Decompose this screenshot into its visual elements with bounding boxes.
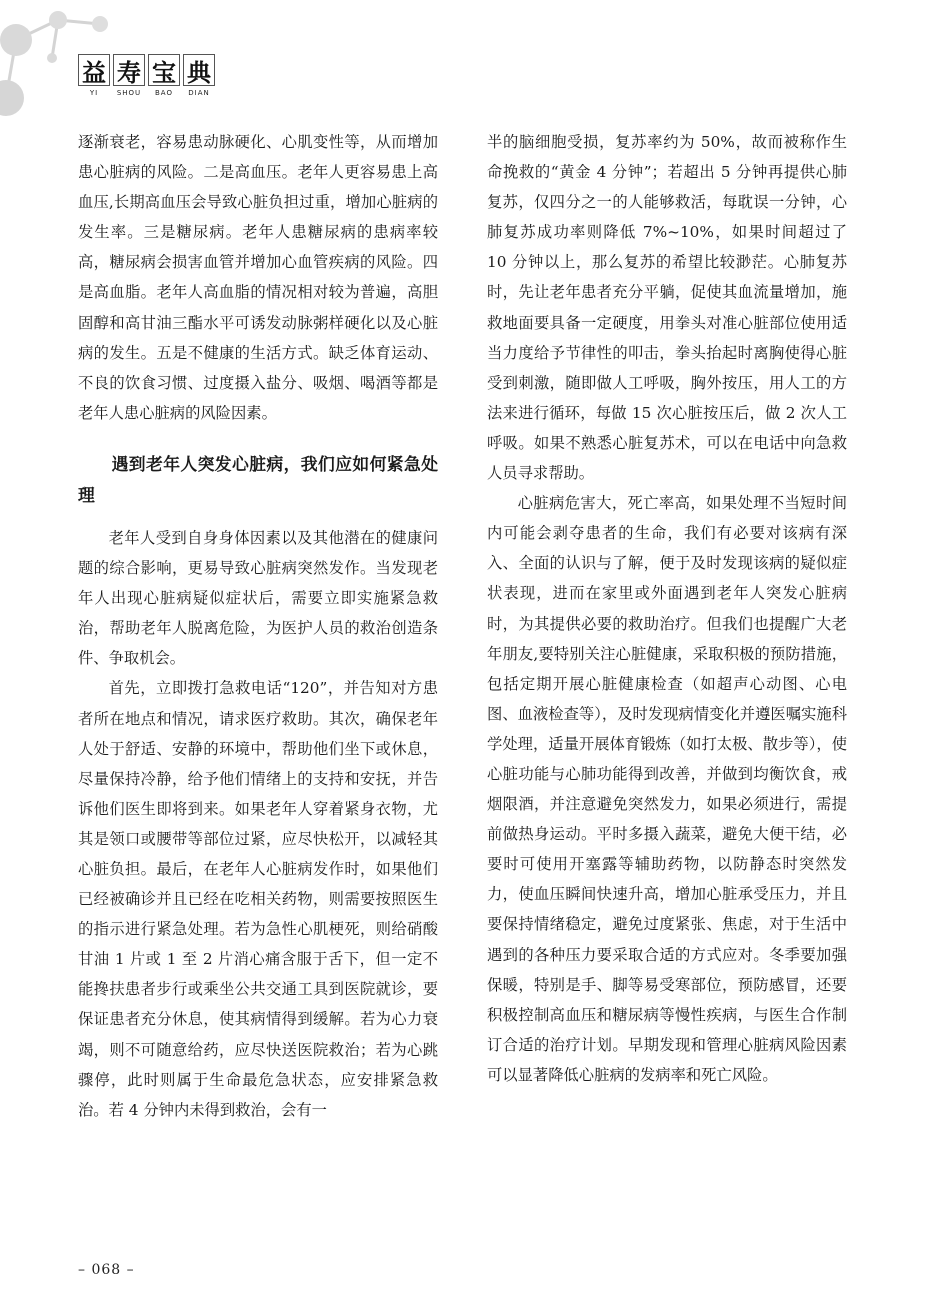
- masthead-char: 益: [78, 54, 110, 86]
- pinyin-syllable: BAO: [155, 89, 173, 97]
- left-column: [78, 127, 438, 1125]
- masthead: [78, 54, 215, 97]
- right-column: [487, 127, 847, 1090]
- continuation-paragraph: 半的脑细胞受损，复苏率约为 50%，故而被称作生命挽救的“黄金 4 分钟”；若超出 5 分钟再提供心肺复苏，仅四分之一的人能够救活，每耽误一分钟，心肺复苏成功率则降低 7%~10%，如果时间超过了 10 分钟以上，那么复苏的希望比较渺茫。心肺复苏时，先让老年患者充分平躺，促使其血流量增加，施救地面要具备一定硬度，用拳头对准心脏部位使用适当力度给予节律性的叩击，拳头抬起时离胸使得心脏受到刺激，随即做人工呼吸，胸外按压，用人工的方法来进行循环，每做 15 次心脏按压后，做 2 次人工呼吸。如果不熟悉心脏复苏术，可以在电话中向急救人员寻求帮助。: [487, 133, 847, 483]
- masthead-char: 寿: [113, 54, 145, 86]
- section-heading: 遇到老年人突发心脏病，我们应如何紧急处理: [78, 453, 438, 505]
- masthead-char: 典: [183, 54, 215, 86]
- body-paragraph: 心脏病危害大，死亡率高，如果处理不当短时间内可能会剥夺患者的生命，我们有必要对该病有深入、全面的认识与了解，便于及时发现该病的疑似症状表现，进而在家里或外面遇到老年人突发心脏病时，为其提供必要的救助治疗。但我们也提醒广大老年朋友,要特别关注心脏健康，采取积极的预防措施，包括定期开展心脏健康检查（如超声心动图、心电图、血液检查等），及时发现病情变化并遵医嘱实施科学处理，适量开展体育锻炼（如打太极、散步等），使心脏功能与心肺功能得到改善，并做到均衡饮食，戒烟限酒，并注意避免突然发力，如果必须进行，需提前做热身运动。平时多摄入蔬菜，避免大便干结，必要时可使用开塞露等辅助药物，以防静态时突然发力，使血压瞬间快速升高，增加心脏承受压力，并且要保持情绪稳定，避免过度紧张、焦虑，对于生活中遇到的各种压力要采取合适的方式应对。冬季要加强保暖，特别是手、脚等易受寒部位，预防感冒，还要积极控制高血压和糖尿病等慢性疾病，与医生合作制订合适的治疗计划。早期发现和管理心脏病风险因素可以显著降低心脏病的发病率和死亡风险。: [487, 494, 847, 1084]
- pinyin-syllable: SHOU: [116, 89, 142, 97]
- body-paragraph: 首先，立即拨打急救电话“120”，并告知对方患者所在地点和情况，请求医疗救助。其次，确保老年人处于舒适、安静的环境中，帮助他们坐下或休息，尽量保持冷静，给予他们情绪上的支持和安抚，并告诉他们医生即将到来。如果老年人穿着紧身衣物，尤其是领口或腰带等部位过紧，应尽快松开，以减轻其心脏负担。最后，在老年人心脏病发作时，如果他们已经被确诊并且已经在吃相关药物，则需要按照医生的指示进行紧急处理。若为急性心肌梗死，则给硝酸甘油 1 片或 1 至 2 片消心痛含服于舌下，但一定不能搀扶患者步行或乘坐公共交通工具到医院就诊，要保证患者充分休息，使其病情得到缓解。若为心力衰竭，则不可随意给药，应尽快送医院救治；若为心跳骤停，此时则属于生命最危急状态，应安排紧急救治。若 4 分钟内未得到救治，会有一: [78, 679, 438, 1119]
- masthead-title: [78, 54, 215, 86]
- masthead-char: 宝: [148, 54, 180, 86]
- pinyin-syllable: YI: [89, 89, 99, 97]
- intro-paragraph: 逐渐衰老，容易患动脉硬化、心肌变性等，从而增加患心脏病的风险。二是高血压。老年人更容易患上高血压,长期高血压会导致心脏负担过重，增加心脏病的发生率。三是糖尿病。老年人患糖尿病的患病率较高，糖尿病会损害血管并增加心血管疾病的风险。四是高血脂。老年人高血脂的情况相对较为普遍，高胆固醇和高甘油三酯水平可诱发动脉粥样硬化以及心脏病的发生。五是不健康的生活方式。缺乏体育运动、不良的饮食习惯、过度摄入盐分、吸烟、喝酒等都是老年人患心脏病的风险因素。: [78, 133, 438, 422]
- body-paragraph: 老年人受到自身身体因素以及其他潜在的健康问题的综合影响，更易导致心脏病突然发作。当发现老年人出现心脏病疑似症状后，需要立即实施紧急救治，帮助老年人脱离危险，为医护人员的救治创造条件、争取机会。: [78, 528, 438, 668]
- masthead-pinyin: [78, 89, 215, 97]
- page-number: – 068 –: [78, 1262, 135, 1278]
- pinyin-syllable: DIAN: [188, 89, 210, 97]
